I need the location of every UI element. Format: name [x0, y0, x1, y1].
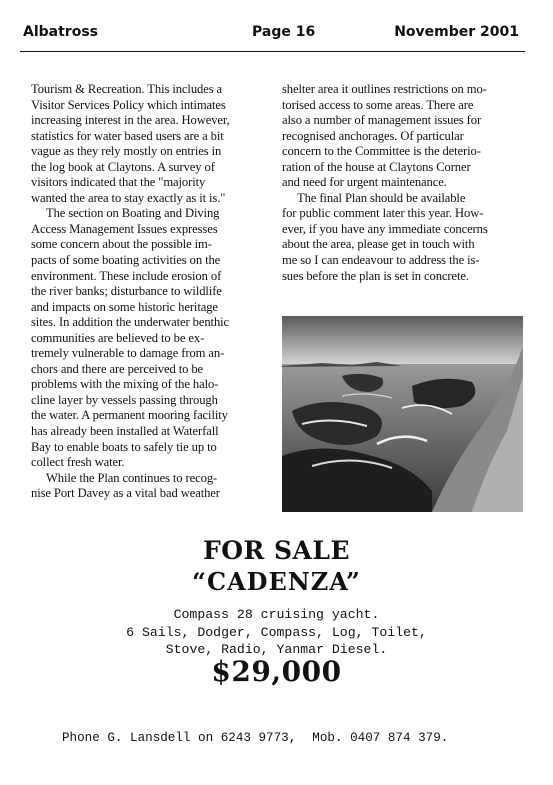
article-line: for public comment later this year. How- — [282, 206, 484, 221]
article-line: ever, if you have any immediate concerns — [282, 221, 488, 236]
article-line: visitors indicated that the "majority — [31, 175, 206, 190]
ad-description-line: Compass 28 cruising yacht. — [173, 607, 380, 622]
article-line: Tourism & Recreation. This includes a — [31, 82, 223, 96]
article-line: collect fresh water. — [31, 455, 125, 470]
article-line: Access Management Issues expresses — [31, 221, 218, 236]
article-line: also a number of management issues for — [282, 113, 482, 128]
article-line: Bay to enable boats to safely tie up to — [31, 439, 217, 454]
ad-boat-name: “CADENZA” — [192, 567, 361, 596]
article-line: the river banks; disturbance to wildlife — [31, 284, 222, 299]
article-line: wanted the area to stay exactly as it is." — [31, 190, 226, 205]
article-line: environment. These include erosion of — [31, 268, 222, 283]
article-column-right — [282, 82, 514, 284]
article-line: ration of the house at Claytons Corner — [282, 159, 471, 174]
article-line: statistics for water based users are a bit — [31, 128, 224, 143]
publication-name: Albatross — [23, 24, 98, 40]
article-line: and impacts on some historic heritage — [31, 299, 218, 314]
article-line: vague as they rely mostly on entries in — [31, 144, 222, 159]
ad-price: $29,000 — [211, 655, 342, 688]
ad-description — [0, 606, 553, 659]
article-line: problems with the mixing of the halo- — [31, 377, 219, 392]
page-header — [20, 24, 525, 44]
ad-phone: Phone G. Lansdell on 6243 9773, — [62, 731, 297, 745]
issue-date: November 2001 — [394, 24, 519, 40]
article-paragraph — [282, 191, 514, 284]
article-line: me so I can endeavour to address the is- — [282, 253, 480, 268]
article-line: concern to the Committee is the deterio- — [282, 144, 481, 159]
article-paragraph — [31, 82, 241, 206]
article-line: chors and there are perceived to be — [31, 361, 204, 376]
article-line: torised access to some areas. There are — [282, 97, 474, 112]
article-line: Visitor Services Policy which intimates — [31, 97, 226, 112]
article-line: and need for urgent maintenance. — [282, 175, 447, 190]
article-line: tremely vulnerable to damage from an- — [31, 346, 225, 361]
ad-contact — [62, 731, 448, 745]
article-line: cline layer by vessels passing through — [31, 392, 218, 407]
article-line: shelter area it outlines restrictions on mo- — [282, 82, 487, 96]
ad-description-line: 6 Sails, Dodger, Compass, Log, Toilet, — [126, 624, 427, 640]
article-line: The section on Boating and Diving — [46, 206, 220, 221]
coastline-photo — [282, 316, 523, 512]
article-line: has already been installed at Waterfall — [31, 424, 219, 439]
article-line: communities are believed to be ex- — [31, 330, 205, 345]
article-line: sites. In addition the underwater benthic — [31, 315, 230, 330]
ad-mobile: Mob. 0407 874 379. — [312, 731, 449, 745]
ad-headline: FOR SALE — [202, 536, 351, 565]
article-line: sues before the plan is set in concrete. — [282, 268, 469, 283]
article-line: While the Plan continues to recog- — [46, 470, 218, 485]
page-number: Page 16 — [252, 24, 316, 40]
article-line: increasing interest in the area. However, — [31, 113, 230, 128]
article-line: nise Port Davey as a vital bad weather — [31, 486, 220, 501]
article-line: about the area, please get in touch with — [282, 237, 475, 252]
article-column-left — [31, 82, 241, 502]
ad-description-line: Stove, Radio, Yanmar Diesel. — [165, 642, 388, 658]
article-paragraph — [31, 471, 241, 502]
article-line: the log book at Claytons. A survey of — [31, 159, 215, 174]
article-line: The final Plan should be available — [297, 190, 466, 205]
article-line: the water. A permanent mooring facility — [31, 408, 228, 423]
article-paragraph — [31, 206, 241, 470]
article-line: pacts of some boating activities on the — [31, 253, 221, 268]
header-rule — [20, 51, 525, 52]
article-line: some concern about the possible im- — [31, 237, 212, 252]
article-line: recognised anchorages. Of particular — [282, 128, 464, 143]
article-paragraph — [282, 82, 514, 191]
